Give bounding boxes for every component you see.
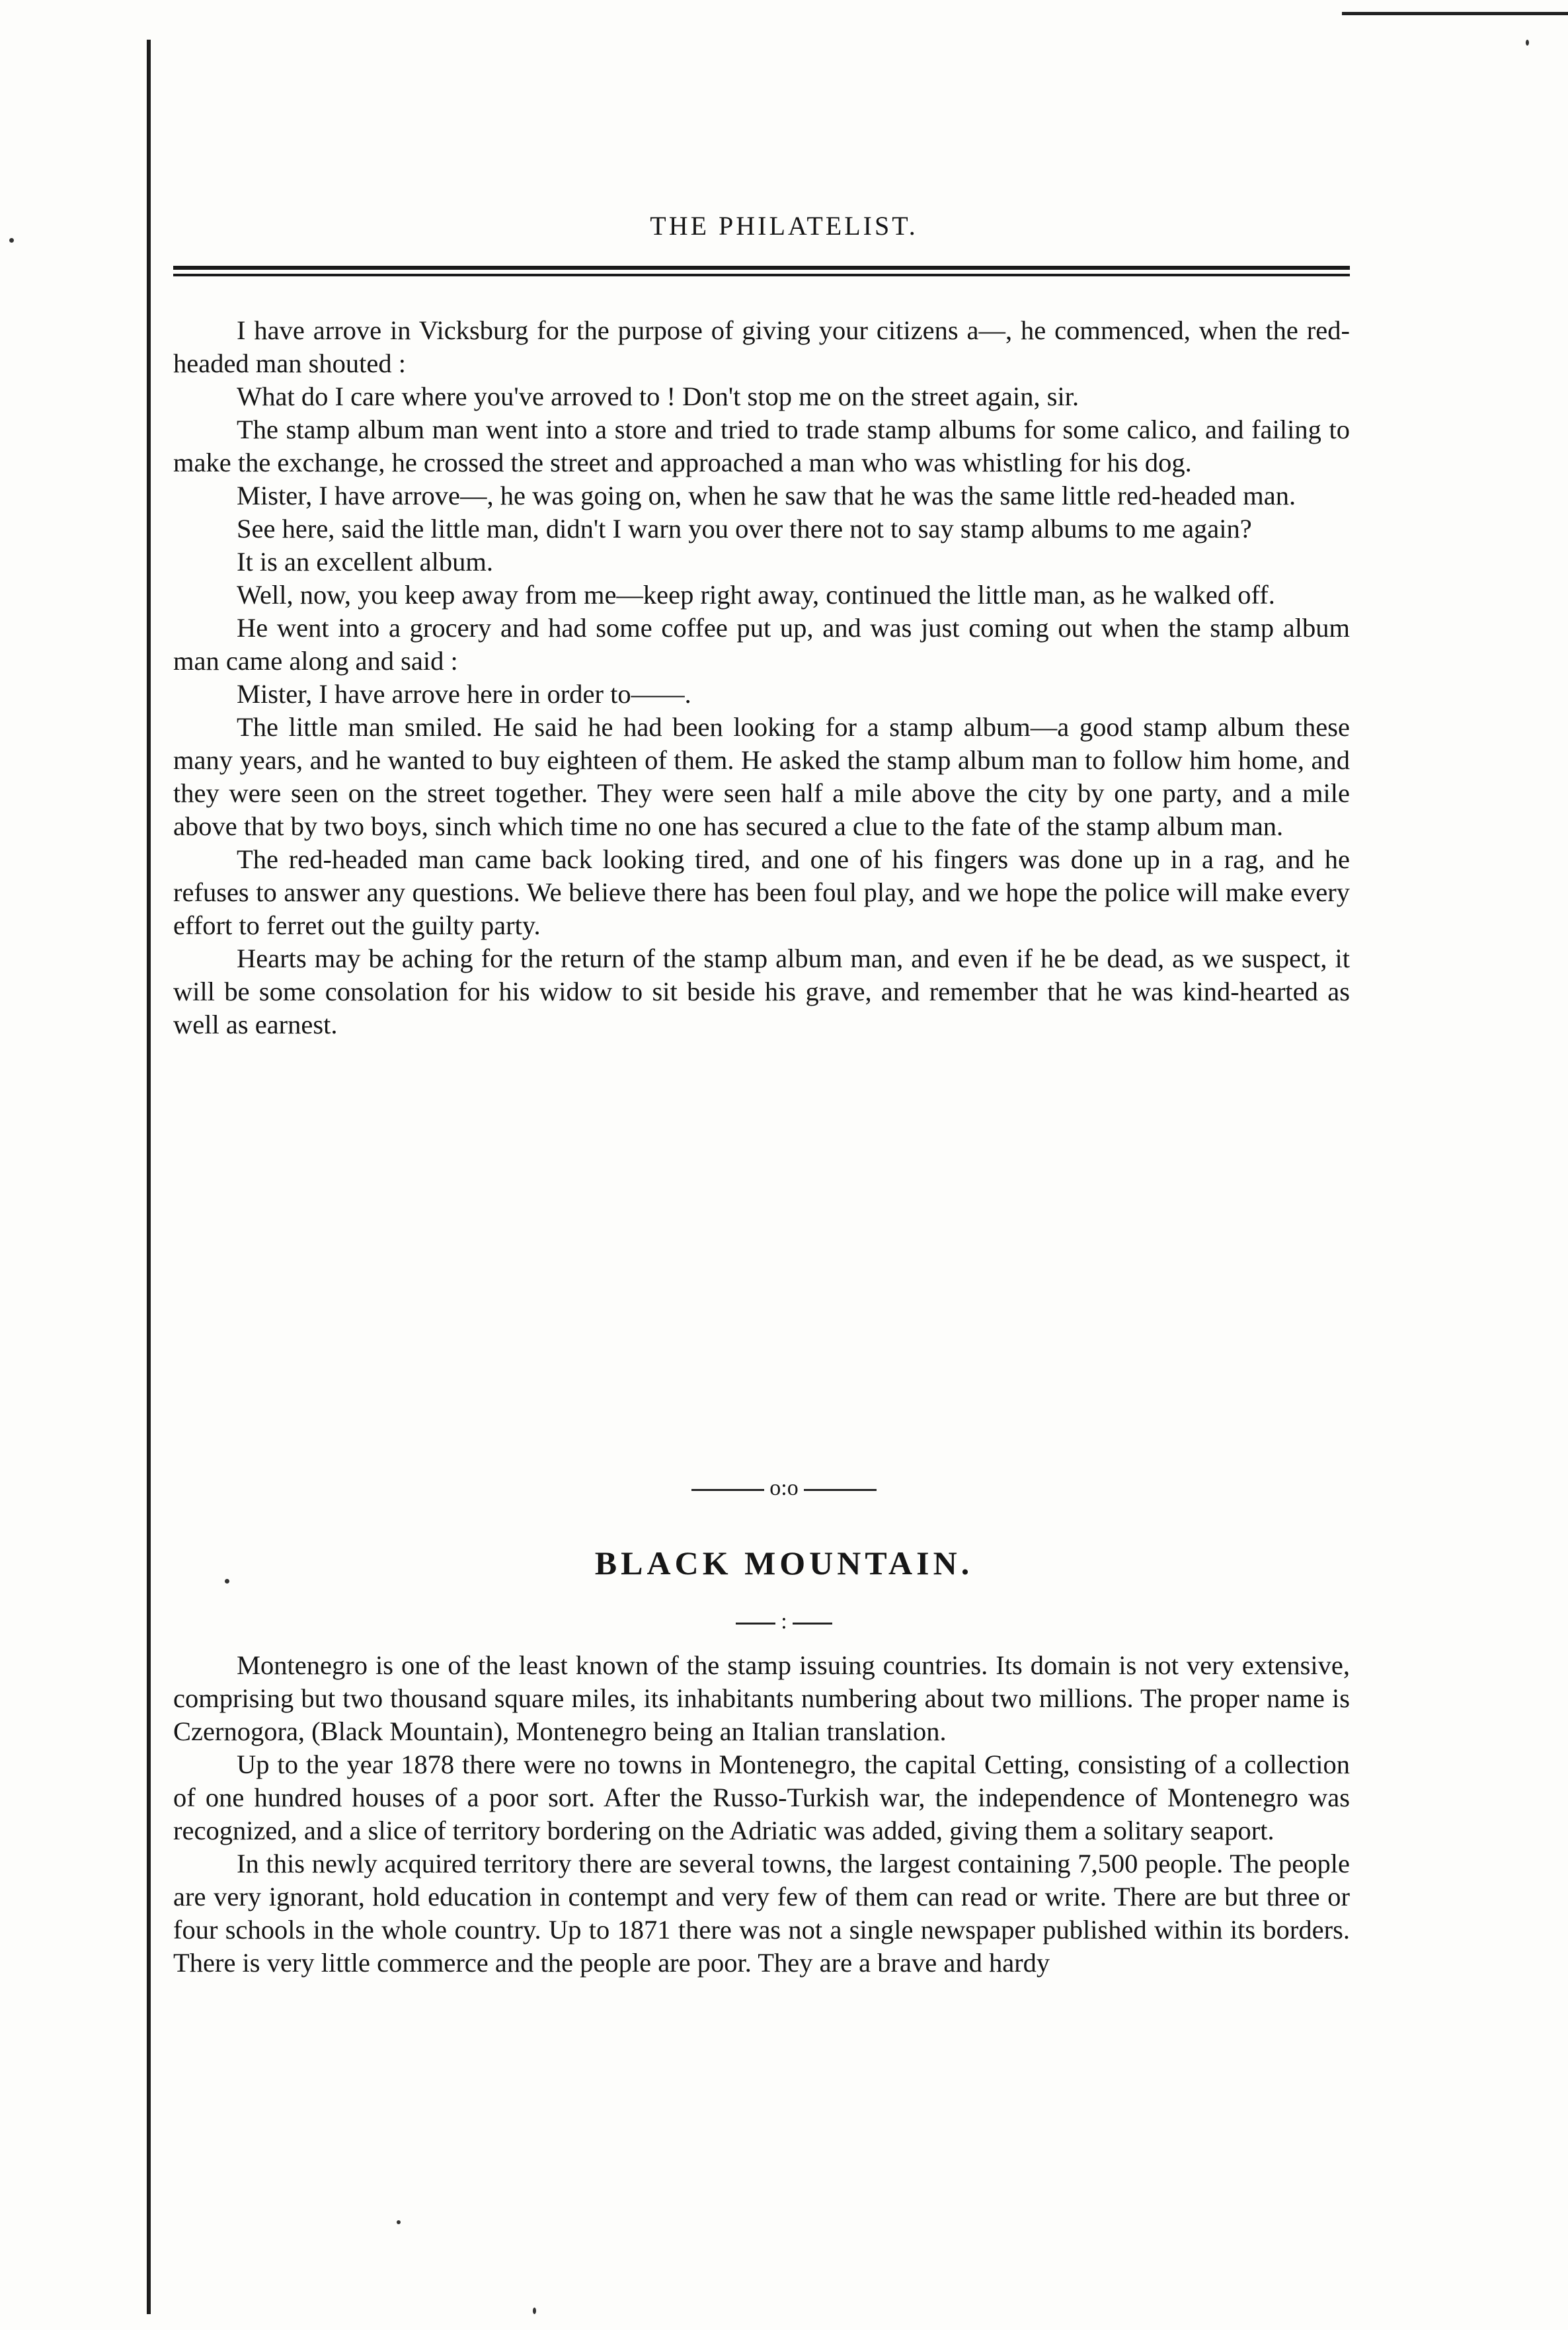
header-rule-thick: [173, 266, 1350, 270]
paragraph: The little man smiled. He said he had been looking for a stamp album—a good stamp album these many years, and he wanted to buy eighteen of them. He asked the stamp album man to follow him home, and they were seen on the street together. They were seen half a mile above the city by one party, and a mile above that by two boys, sinch which time no one has secured a clue to the fate of the stamp album man.: [173, 712, 1350, 841]
title-underline: [0, 1609, 1568, 1634]
divider-line-right: [793, 1623, 832, 1625]
paragraph: Mister, I have arrove here in order to——.: [237, 679, 691, 709]
divider-line-left: [691, 1489, 764, 1491]
paragraph: It is an excellent album.: [237, 547, 493, 577]
section-divider: [0, 1476, 1568, 1501]
header-rule-thin: [173, 274, 1350, 276]
paragraph: Montenegro is one of the least known of the stamp issuing countries. Its domain is not very extensive, comprising but two thousand square miles, its inhabitants numbering about two millions. The proper name is Czernogora, (Black Mountain), Montenegro being an Italian translation.: [173, 1650, 1350, 1746]
paragraph: Hearts may be aching for the return of the stamp album man, and even if he be dead, as we suspect, it will be some consolation for his widow to sit beside his grave, and remember that he was kind-hearted as well as earnest.: [173, 944, 1350, 1039]
paragraph: He went into a grocery and had some coffee put up, and was just coming out when the stamp album man came along and said :: [173, 613, 1350, 676]
paragraph: Mister, I have arrove—, he was going on, when he saw that he was the same little red-headed man.: [237, 481, 1296, 510]
paragraph: The red-headed man came back looking tired, and one of his fingers was done up in a rag, and he refuses to answer any questions. We believe there has been foul play, and we hope the police will make every effort to ferret out the guilty party.: [173, 844, 1350, 940]
divider-ornament: :: [781, 1609, 787, 1634]
article-black-mountain: [173, 1649, 1350, 1980]
running-header: THE PHILATELIST.: [650, 211, 918, 241]
print-speck: [533, 2308, 536, 2314]
paragraph: What do I care where you've arroved to ! Don't stop me on the street again, sir.: [237, 382, 1079, 411]
divider-line-right: [804, 1489, 877, 1491]
paragraph: In this newly acquired territory there are several towns, the largest containing 7,500 people. The people are very ignorant, hold education in contempt and very few of them can read or write. There are but three or four schools in the whole country. Up to 1871 there was not a single newspaper published within its borders. There is very little commerce and the people are poor. They are a brave and hardy: [173, 1849, 1350, 1978]
page-gutter-rule: [147, 40, 151, 2314]
print-speck: [225, 1579, 229, 1584]
print-speck: [1526, 40, 1529, 46]
print-speck: [397, 2220, 401, 2224]
section-title: BLACK MOUNTAIN.: [594, 1545, 974, 1582]
paragraph: I have arrove in Vicksburg for the purpose of giving your citizens a—, he commenced, when the red-headed man shouted :: [173, 315, 1350, 378]
paragraph: The stamp album man went into a store and tried to trade stamp albums for some calico, and failing to make the exchange, he crossed the street and approached a man who was whistling for his dog.: [173, 415, 1350, 477]
article-stamp-album-man: [173, 314, 1350, 1041]
page-corner-rule: [1342, 12, 1568, 15]
paragraph: Well, now, you keep away from me—keep right away, continued the little man, as he walked off.: [237, 580, 1275, 610]
paragraph: Up to the year 1878 there were no towns in Montenegro, the capital Cetting, consisting of a collection of one hundred houses of a poor sort. After the Russo-Turkish war, the independence of Montenegro was recognized, and a slice of territory bordering on the Adriatic was added, giving them a solitary seaport.: [173, 1749, 1350, 1845]
divider-ornament: o:o: [769, 1476, 799, 1500]
divider-line-left: [736, 1623, 775, 1625]
paragraph: See here, said the little man, didn't I warn you over there not to say stamp albums to me again?: [237, 514, 1252, 543]
print-speck: [9, 238, 14, 243]
